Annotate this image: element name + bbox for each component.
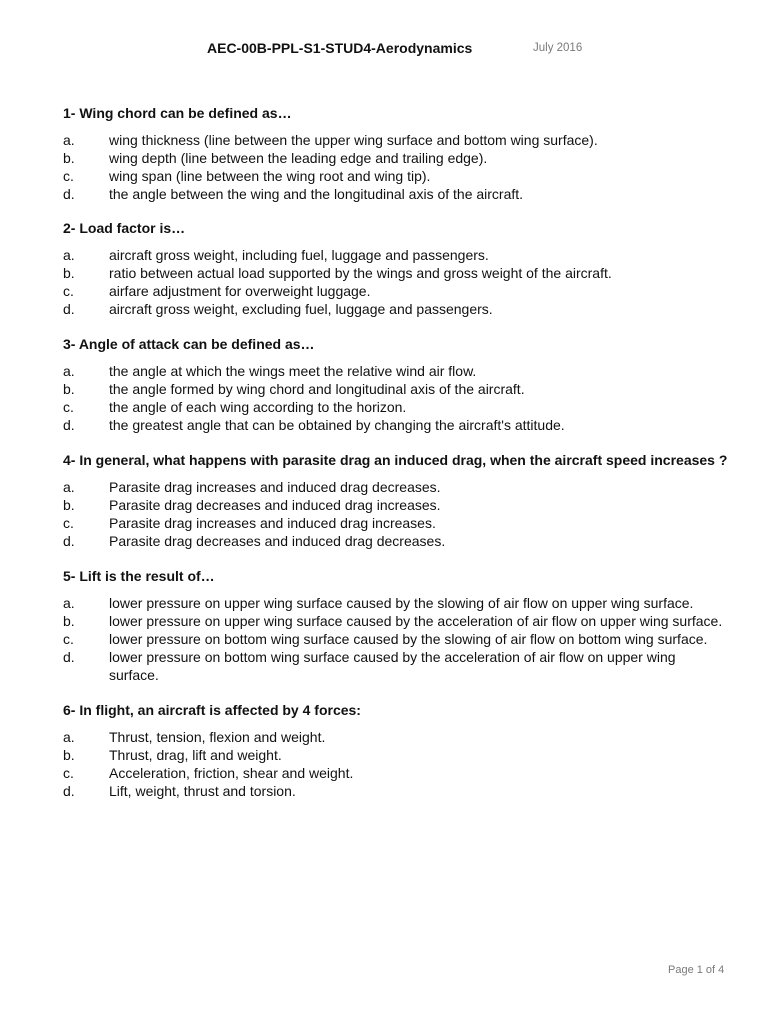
option-letter: d.	[63, 783, 75, 799]
option-a	[63, 246, 728, 264]
option-letter: d.	[63, 301, 75, 317]
option-a	[63, 131, 728, 149]
option-letter: d.	[63, 186, 75, 202]
option-letter: d.	[63, 417, 75, 433]
option-text: Lift, weight, thrust and torsion.	[109, 783, 296, 799]
question-3	[63, 335, 728, 434]
option-b	[63, 380, 728, 398]
option-letter: d.	[63, 533, 75, 549]
option-text: Parasite drag decreases and induced drag increases.	[109, 497, 441, 513]
option-b	[63, 612, 728, 630]
option-d	[63, 648, 728, 684]
option-d	[63, 185, 728, 203]
question-title: 2- Load factor is…	[63, 220, 186, 236]
option-a	[63, 362, 728, 380]
option-letter: b.	[63, 613, 75, 629]
option-text: lower pressure on bottom wing surface caused by the slowing of air flow on bottom wing surface.	[109, 631, 708, 647]
question-4	[63, 451, 728, 550]
option-list	[63, 246, 728, 318]
option-letter: b.	[63, 747, 75, 763]
option-text: aircraft gross weight, excluding fuel, luggage and passengers.	[109, 301, 493, 317]
option-list	[63, 728, 728, 800]
option-text: wing depth (line between the leading edge and trailing edge).	[109, 150, 488, 166]
option-c	[63, 398, 728, 416]
question-1	[63, 104, 728, 203]
option-text: Parasite drag increases and induced drag increases.	[109, 515, 436, 531]
option-letter: c.	[63, 515, 74, 531]
option-text: airfare adjustment for overweight luggage.	[109, 283, 371, 299]
option-text: ratio between actual load supported by the wings and gross weight of the aircraft.	[109, 265, 612, 281]
option-letter: a.	[63, 132, 75, 148]
option-c	[63, 514, 728, 532]
option-b	[63, 746, 728, 764]
option-letter: c.	[63, 168, 74, 184]
option-list	[63, 594, 728, 684]
option-c	[63, 167, 728, 185]
option-c	[63, 282, 728, 300]
option-c	[63, 764, 728, 782]
option-a	[63, 594, 728, 612]
option-d	[63, 532, 728, 550]
option-b	[63, 496, 728, 514]
option-b	[63, 264, 728, 282]
option-letter: a.	[63, 247, 75, 263]
option-letter: c.	[63, 283, 74, 299]
option-list	[63, 478, 728, 550]
question-list	[63, 104, 728, 800]
option-list	[63, 362, 728, 434]
option-letter: c.	[63, 631, 74, 647]
option-b	[63, 149, 728, 167]
option-text: Thrust, tension, flexion and weight.	[109, 729, 326, 745]
question-2	[63, 219, 728, 318]
question-title: 3- Angle of attack can be defined as…	[63, 336, 315, 352]
option-text: Parasite drag decreases and induced drag decreases.	[109, 533, 446, 549]
document-date: July 2016	[533, 42, 583, 54]
option-letter: a.	[63, 479, 75, 495]
option-d	[63, 782, 728, 800]
option-list	[63, 131, 728, 203]
option-text: wing span (line between the wing root and wing tip).	[109, 168, 431, 184]
question-title: 6- In flight, an aircraft is affected by 4 forces:	[63, 702, 361, 718]
question-5	[63, 567, 728, 684]
question-title: 1- Wing chord can be defined as…	[63, 105, 292, 121]
option-text: the angle formed by wing chord and longitudinal axis of the aircraft.	[109, 381, 525, 397]
option-letter: b.	[63, 265, 75, 281]
option-letter: c.	[63, 399, 74, 415]
option-text: lower pressure on upper wing surface caused by the slowing of air flow on upper wing surface.	[109, 595, 694, 611]
option-text: Parasite drag increases and induced drag decreases.	[109, 479, 441, 495]
option-text: the greatest angle that can be obtained by changing the aircraft's attitude.	[109, 417, 565, 433]
option-a	[63, 478, 728, 496]
page-number: Page 1 of 4	[668, 964, 725, 976]
option-text: lower pressure on upper wing surface caused by the acceleration of air flow on upper wing surface.	[109, 613, 723, 629]
option-letter: a.	[63, 729, 75, 745]
option-text: aircraft gross weight, including fuel, luggage and passengers.	[109, 247, 489, 263]
option-letter: a.	[63, 363, 75, 379]
option-text: lower pressure on bottom wing surface caused by the acceleration of air flow on upper wing surface.	[109, 649, 676, 683]
option-text: Acceleration, friction, shear and weight.	[109, 765, 354, 781]
option-letter: c.	[63, 765, 74, 781]
option-d	[63, 416, 728, 434]
question-title: 5- Lift is the result of…	[63, 568, 215, 584]
document-title: AEC-00B-PPL-S1-STUD4-Aerodynamics	[207, 40, 473, 56]
option-c	[63, 630, 728, 648]
option-text: the angle of each wing according to the horizon.	[109, 399, 407, 415]
option-text: wing thickness (line between the upper wing surface and bottom wing surface).	[109, 132, 598, 148]
option-letter: b.	[63, 150, 75, 166]
question-6	[63, 701, 728, 800]
option-a	[63, 728, 728, 746]
option-letter: b.	[63, 381, 75, 397]
option-text: the angle between the wing and the longitudinal axis of the aircraft.	[109, 186, 524, 202]
document-header	[0, 40, 768, 60]
option-text: Thrust, drag, lift and weight.	[109, 747, 282, 763]
option-letter: d.	[63, 649, 75, 665]
option-letter: b.	[63, 497, 75, 513]
option-letter: a.	[63, 595, 75, 611]
option-text: the angle at which the wings meet the relative wind air flow.	[109, 363, 477, 379]
option-d	[63, 300, 728, 318]
question-title: 4- In general, what happens with parasite drag an induced drag, when the aircraft speed increases ?	[63, 452, 728, 468]
